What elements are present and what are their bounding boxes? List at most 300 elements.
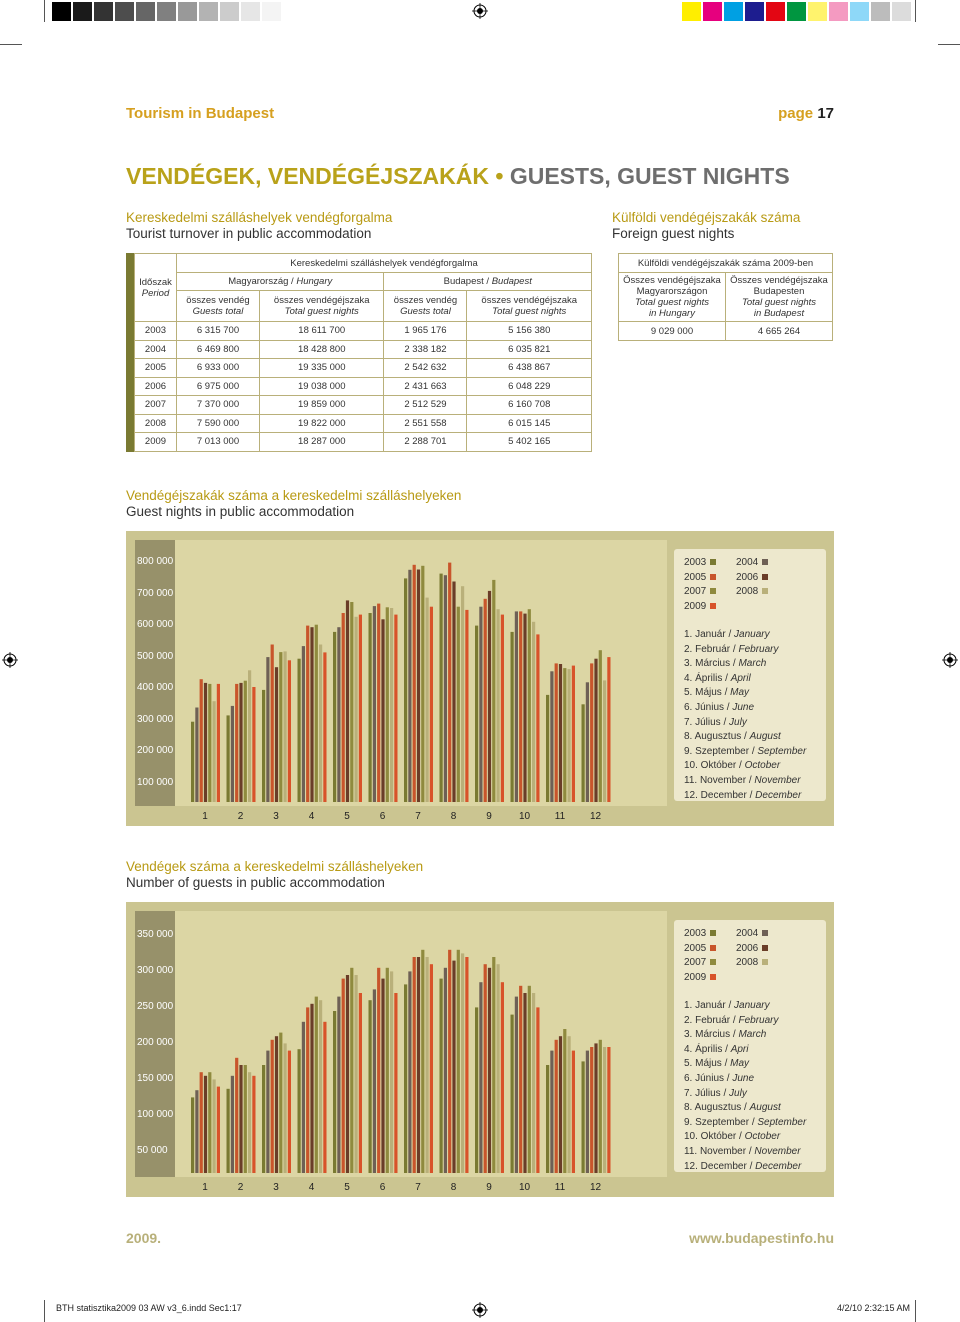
bar-2005-month-7 (413, 565, 416, 802)
bar-2004-month-11 (550, 1051, 553, 1173)
bar-2006-month-8 (452, 582, 455, 803)
y-tick-label: 100 000 (137, 1109, 174, 1120)
bar-2004-month-12 (586, 682, 589, 802)
bar-2008-month-2 (248, 670, 251, 802)
legend-month: 8. Augusztus / August (684, 1102, 781, 1114)
bar-2007-month-8 (457, 607, 460, 802)
legend-month: 7. Július / July (684, 716, 747, 728)
bar-2009-month-9 (501, 982, 504, 1173)
bar-2007-month-10 (528, 609, 531, 802)
guests-header: összes vendég Guests total (177, 291, 260, 322)
bar-2008-month-4 (319, 1000, 322, 1173)
section-title-guest-nights: Vendégéjszakák száma a kereskedelmi szálláshelyeken Guest nights in public accommodation (126, 488, 462, 519)
bar-2008-month-12 (603, 680, 606, 802)
registration-mark-icon (942, 652, 958, 668)
bar-2004-month-4 (302, 1022, 305, 1173)
bar-2004-month-3 (266, 657, 269, 802)
trim-mark (938, 44, 960, 45)
bar-2007-month-8 (457, 950, 460, 1173)
y-tick-label: 200 000 (137, 745, 174, 756)
bar-2003-month-10 (511, 632, 514, 802)
bar-2003-month-7 (404, 578, 407, 802)
table-accent-bar (126, 253, 134, 452)
gray-swatch (115, 2, 134, 21)
value-cell: 2 338 182 (384, 340, 467, 359)
bar-2004-month-9 (479, 607, 482, 802)
bar-2009-month-1 (217, 1087, 220, 1173)
bar-2008-month-12 (603, 1047, 606, 1173)
x-tick-label: 8 (450, 811, 457, 822)
y-tick-label: 100 000 (137, 776, 174, 788)
value-cell: 2 288 701 (384, 433, 467, 452)
value-cell: 19 859 000 (259, 396, 384, 415)
bar-2007-month-11 (563, 1029, 566, 1173)
color-swatch (766, 2, 785, 21)
bar-2008-month-1 (213, 1079, 216, 1173)
bar-2003-month-11 (546, 1065, 549, 1173)
x-tick-label: 3 (273, 811, 279, 822)
bar-2007-month-4 (315, 997, 318, 1173)
bar-2005-month-11 (555, 663, 558, 802)
bar-2003-month-9 (475, 626, 478, 802)
y-tick-label: 600 000 (137, 619, 174, 630)
value-cell: 19 335 000 (259, 359, 384, 378)
x-tick-label: 1 (202, 1182, 208, 1193)
x-tick-label: 4 (308, 1182, 315, 1193)
bar-2007-month-6 (386, 607, 389, 802)
bar-2004-month-7 (408, 971, 411, 1173)
bar-2006-month-9 (488, 591, 491, 802)
legend-month: 6. Június / June (684, 702, 755, 713)
bar-2005-month-6 (377, 604, 380, 802)
year-cell: 2004 (135, 340, 177, 359)
bar-2008-month-5 (355, 617, 358, 802)
gray-swatch (73, 2, 92, 21)
footer-year: 2009. (126, 1230, 162, 1246)
bar-2003-month-5 (333, 632, 336, 802)
legend-label: 2006 (736, 571, 759, 583)
x-tick-label: 7 (415, 1182, 421, 1193)
bar-2004-month-10 (515, 997, 518, 1173)
x-tick-label: 10 (518, 1182, 531, 1193)
legend-item-2004 (736, 928, 768, 939)
legend-month: 3. Március / March (684, 1029, 767, 1041)
color-swatch (682, 2, 701, 21)
legend-label: 2007 (684, 957, 707, 968)
bar-2009-month-8 (465, 957, 468, 1173)
bar-2003-month-8 (440, 574, 443, 802)
legend-item-2008 (736, 957, 768, 968)
section-title-foreign: Külföldi vendégéjszakák száma Foreign guest nights (612, 210, 801, 241)
year-cell: 2006 (135, 377, 177, 396)
legend-swatch (710, 974, 716, 980)
bar-2008-month-8 (461, 586, 464, 802)
legend-month: 3. Március / March (684, 658, 767, 670)
value-cell: 6 438 867 (467, 359, 592, 378)
budapest-nights-value: 4 665 264 (726, 322, 833, 341)
bar-2003-month-9 (475, 1007, 478, 1173)
footer-url: www.budapestinfo.hu (689, 1230, 834, 1246)
bar-2009-month-10 (536, 634, 539, 802)
bar-2006-month-10 (523, 993, 526, 1173)
legend-month: 11. November / November (684, 775, 801, 786)
bar-2009-month-2 (252, 687, 255, 802)
legend-item-2005 (684, 572, 716, 583)
bar-2005-month-8 (448, 563, 451, 802)
bar-2006-month-7 (417, 957, 420, 1173)
legend-item-2008 (736, 586, 768, 597)
legend-month: 5. Május / May (684, 1058, 750, 1070)
bar-2009-month-6 (394, 993, 397, 1173)
color-swatch (871, 2, 890, 21)
chart-legend (674, 549, 826, 801)
bar-2007-month-4 (315, 625, 318, 802)
bar-2006-month-9 (488, 968, 491, 1173)
color-swatch (745, 2, 764, 21)
x-tick-label: 5 (344, 1182, 350, 1193)
value-cell: 6 315 700 (177, 322, 260, 341)
bar-2007-month-7 (421, 950, 424, 1173)
bar-2004-month-5 (337, 627, 340, 802)
bar-2005-month-12 (590, 1047, 593, 1173)
bar-2009-month-3 (288, 1051, 291, 1173)
bar-2009-month-11 (572, 1051, 575, 1173)
registration-mark-icon (472, 1302, 488, 1318)
bar-2007-month-7 (421, 566, 424, 802)
bar-2003-month-8 (440, 979, 443, 1173)
bar-2008-month-2 (248, 1072, 251, 1173)
value-cell: 19 822 000 (259, 414, 384, 433)
trim-mark (915, 0, 916, 22)
legend-swatch (762, 930, 768, 936)
period-header: Időszak Period (135, 254, 177, 322)
bar-2008-month-1 (213, 701, 216, 802)
slug-date: 4/2/10 2:32:15 AM (836, 1303, 910, 1313)
legend-month: 10. Október / October (684, 760, 781, 772)
bar-2008-month-3 (284, 1043, 287, 1173)
x-tick-label: 12 (589, 811, 602, 822)
section-title-turnover: Kereskedelmi szálláshelyek vendégforgalma Tourist turnover in public accommodation (126, 210, 393, 241)
trim-mark (915, 1300, 916, 1322)
y-tick-label: 500 000 (137, 650, 174, 662)
legend-swatch (710, 588, 716, 594)
bar-2003-month-2 (227, 715, 230, 802)
table-group-title: Kereskedelmi szálláshelyek vendégforgalma (177, 254, 592, 273)
bar-2005-month-8 (448, 950, 451, 1173)
bar-2005-month-5 (342, 979, 345, 1173)
bar-2004-month-6 (373, 989, 376, 1173)
year-cell: 2003 (135, 322, 177, 341)
legend-month: 9. Szeptember / September (684, 745, 807, 757)
bar-2006-month-5 (346, 975, 349, 1173)
bar-2007-month-10 (528, 986, 531, 1173)
y-tick-label: 300 000 (137, 713, 174, 725)
legend-item-2009 (684, 601, 716, 612)
legend-swatch (710, 945, 716, 951)
x-tick-label: 5 (344, 811, 350, 822)
value-cell: 5 156 380 (467, 322, 592, 341)
page-title: VENDÉGEK, VENDÉGÉJSZAKÁK • GUESTS, GUEST NIGHTS (126, 163, 790, 189)
bar-2007-month-12 (599, 1040, 602, 1173)
registration-mark-icon (472, 3, 488, 19)
table-row (135, 359, 592, 378)
legend-month: 5. Május / May (684, 687, 750, 699)
legend-swatch (762, 574, 768, 580)
legend-label: 2003 (684, 557, 707, 568)
legend-swatch (710, 559, 716, 565)
value-cell: 18 428 800 (259, 340, 384, 359)
bar-2008-month-7 (426, 957, 429, 1173)
legend-swatch (762, 945, 768, 951)
legend-label: 2004 (736, 928, 759, 939)
bar-2009-month-5 (359, 615, 362, 802)
bar-2004-month-2 (231, 1076, 234, 1173)
legend-item-2006 (736, 943, 768, 954)
legend-item-2003 (684, 928, 716, 939)
y-tick-label: 700 000 (137, 587, 174, 599)
nights-header: összes vendégéjszaka Total guest nights (467, 291, 592, 322)
bar-2005-month-2 (235, 1058, 238, 1173)
value-cell: 2 542 632 (384, 359, 467, 378)
x-tick-label: 6 (379, 811, 386, 822)
y-tick-label: 250 000 (137, 1001, 174, 1012)
y-tick-label: 400 000 (137, 682, 174, 693)
color-swatch (724, 2, 743, 21)
guest-nights-chart (126, 531, 834, 826)
legend-label: 2008 (736, 586, 759, 597)
legend-month: 9. Szeptember / September (684, 1116, 807, 1128)
guests-chart (126, 902, 834, 1197)
x-tick-label: 6 (379, 1182, 386, 1193)
bar-2007-month-2 (244, 1065, 247, 1173)
gray-swatch (157, 2, 176, 21)
color-swatch (787, 2, 806, 21)
legend-label: 2005 (684, 942, 707, 954)
bar-2006-month-4 (310, 627, 313, 802)
bar-2006-month-2 (239, 683, 242, 802)
legend-month: 6. Június / June (684, 1073, 755, 1084)
x-tick-label: 2 (237, 811, 244, 822)
bar-2005-month-9 (484, 964, 487, 1173)
bar-2004-month-10 (515, 611, 518, 802)
bar-2007-month-2 (244, 681, 247, 802)
value-cell: 2 551 558 (384, 414, 467, 433)
color-swatch (808, 2, 827, 21)
bar-2008-month-4 (319, 645, 322, 803)
budapest-nights-header: Összes vendégéjszaka Budapesten Total guest nights in Budapest (726, 273, 833, 322)
value-cell: 6 035 821 (467, 340, 592, 359)
bar-2003-month-10 (511, 1015, 514, 1173)
bar-2006-month-11 (559, 1036, 562, 1173)
bar-2003-month-5 (333, 1011, 336, 1173)
bar-2005-month-1 (200, 679, 203, 802)
bar-2009-month-7 (430, 964, 433, 1173)
color-swatch (850, 2, 869, 21)
gray-swatch (241, 2, 260, 21)
legend-month: 12. December / December (684, 1160, 802, 1172)
bar-2008-month-10 (532, 622, 535, 802)
bar-2006-month-12 (594, 659, 597, 802)
bar-2005-month-12 (590, 663, 593, 802)
x-tick-label: 7 (415, 811, 421, 822)
bar-2003-month-1 (191, 722, 194, 802)
bar-2009-month-2 (252, 1076, 255, 1173)
legend-label: 2006 (736, 942, 759, 954)
bar-2005-month-11 (555, 1040, 558, 1173)
legend-label: 2004 (736, 557, 759, 568)
x-tick-label: 4 (308, 811, 315, 822)
hungary-nights-header: Összes vendégéjszaka Magyarországon Total guest nights in Hungary (619, 273, 726, 322)
legend-item-2007 (684, 586, 716, 597)
legend-label: 2007 (684, 586, 707, 597)
legend-item-2007 (684, 957, 716, 968)
nights-header: összes vendégéjszaka Total guest nights (259, 291, 384, 322)
year-cell: 2008 (135, 414, 177, 433)
bar-2003-month-7 (404, 984, 407, 1173)
bar-2008-month-7 (426, 598, 429, 802)
value-cell: 18 287 000 (259, 433, 384, 452)
table-row (135, 396, 592, 415)
section-title-guests: Vendégek száma a kereskedelmi szálláshelyeken Number of guests in public accommodation (126, 859, 424, 890)
x-tick-label: 12 (589, 1182, 602, 1193)
gray-swatch (94, 2, 113, 21)
legend-swatch (710, 603, 716, 609)
bar-2006-month-6 (381, 979, 384, 1173)
bar-2006-month-7 (417, 570, 420, 803)
bar-2003-month-2 (227, 1089, 230, 1173)
bar-2005-month-6 (377, 968, 380, 1173)
bar-2004-month-9 (479, 982, 482, 1173)
bar-2009-month-4 (323, 652, 326, 802)
bar-2007-month-11 (563, 668, 566, 802)
legend-month: 4. Április / Apri (684, 1043, 749, 1055)
value-cell: 6 048 229 (467, 377, 592, 396)
bar-2003-month-4 (298, 1049, 301, 1173)
bar-2005-month-1 (200, 1072, 203, 1173)
bar-2006-month-6 (381, 619, 384, 802)
bar-2003-month-3 (262, 1065, 265, 1173)
table-row (135, 377, 592, 396)
bar-2009-month-4 (323, 1022, 326, 1173)
legend-swatch (762, 559, 768, 565)
bar-2007-month-9 (492, 580, 495, 802)
legend-month: 12. December / December (684, 789, 802, 801)
slug-file: BTH statisztika2009 03 AW v3_6.indd Sec1:17 (56, 1303, 242, 1313)
bar-2009-month-1 (217, 684, 220, 802)
bar-2004-month-8 (444, 575, 447, 802)
legend-month: 4. Április / April (684, 672, 751, 684)
bar-2008-month-3 (284, 651, 287, 802)
bar-2006-month-8 (452, 961, 455, 1173)
publication-title: Tourism in Budapest (126, 105, 275, 122)
legend-item-2004 (736, 557, 768, 568)
bar-2009-month-11 (572, 666, 575, 802)
value-cell: 2 512 529 (384, 396, 467, 415)
bar-2006-month-5 (346, 600, 349, 802)
legend-month: 2. Február / February (684, 643, 779, 655)
bar-2006-month-10 (523, 614, 526, 802)
gray-swatch (199, 2, 218, 21)
value-cell: 6 160 708 (467, 396, 592, 415)
bar-2003-month-4 (298, 659, 301, 802)
value-cell: 7 013 000 (177, 433, 260, 452)
x-tick-label: 11 (554, 1182, 566, 1193)
bar-2004-month-11 (550, 671, 553, 802)
hungary-nights-value: 9 029 000 (619, 322, 726, 341)
table-row (135, 433, 592, 452)
gray-swatch (136, 2, 155, 21)
bar-2005-month-10 (519, 611, 522, 802)
bar-2006-month-1 (204, 683, 207, 802)
value-cell: 2 431 663 (384, 377, 467, 396)
year-cell: 2005 (135, 359, 177, 378)
y-tick-label: 150 000 (137, 1073, 174, 1084)
bar-2005-month-5 (342, 613, 345, 802)
legend-label: 2009 (684, 971, 707, 983)
table-row (135, 340, 592, 359)
bar-2005-month-4 (306, 626, 309, 802)
y-tick-label: 50 000 (137, 1145, 168, 1156)
bar-2003-month-6 (369, 1000, 372, 1173)
gray-swatch (52, 2, 71, 21)
x-tick-label: 11 (554, 811, 566, 822)
bar-2004-month-6 (373, 606, 376, 802)
bar-2007-month-6 (386, 968, 389, 1173)
legend-swatch (710, 574, 716, 580)
bar-2006-month-12 (594, 1043, 597, 1173)
legend-swatch (762, 588, 768, 594)
turnover-table (134, 253, 592, 452)
bar-2008-month-10 (532, 993, 535, 1173)
table2-title: Külföldi vendégéjszakák száma 2009-ben (619, 254, 833, 273)
gray-swatch (220, 2, 239, 21)
bar-2005-month-4 (306, 1007, 309, 1173)
bar-2007-month-5 (350, 602, 353, 802)
y-tick-label: 200 000 (137, 1037, 174, 1048)
bar-2006-month-3 (275, 1036, 278, 1173)
bar-2004-month-8 (444, 968, 447, 1173)
bar-2004-month-4 (302, 646, 305, 802)
legend-month: 2. Február / February (684, 1014, 779, 1026)
bar-2008-month-11 (568, 1036, 571, 1173)
value-cell: 7 370 000 (177, 396, 260, 415)
bar-2003-month-12 (582, 704, 585, 802)
bar-2004-month-2 (231, 706, 234, 802)
legend-label: 2008 (736, 957, 759, 968)
bar-2004-month-7 (408, 570, 411, 802)
bar-2008-month-6 (390, 971, 393, 1173)
bar-2009-month-12 (607, 1047, 610, 1173)
legend-swatch (710, 930, 716, 936)
value-cell: 5 402 165 (467, 433, 592, 452)
color-swatch (703, 2, 722, 21)
bar-2009-month-9 (501, 615, 504, 802)
bar-2004-month-12 (586, 1051, 589, 1173)
legend-item-2005 (684, 943, 716, 954)
y-tick-label: 300 000 (137, 965, 174, 976)
value-cell: 6 015 145 (467, 414, 592, 433)
legend-month: 10. Október / October (684, 1131, 781, 1143)
x-tick-label: 8 (450, 1182, 457, 1193)
bar-2003-month-3 (262, 690, 265, 802)
y-tick-label: 800 000 (137, 556, 174, 567)
bar-2005-month-10 (519, 986, 522, 1173)
legend-item-2009 (684, 972, 716, 983)
bar-2006-month-4 (310, 1004, 313, 1173)
year-cell: 2009 (135, 433, 177, 452)
x-tick-label: 9 (486, 811, 492, 822)
bar-2004-month-1 (195, 1090, 198, 1173)
